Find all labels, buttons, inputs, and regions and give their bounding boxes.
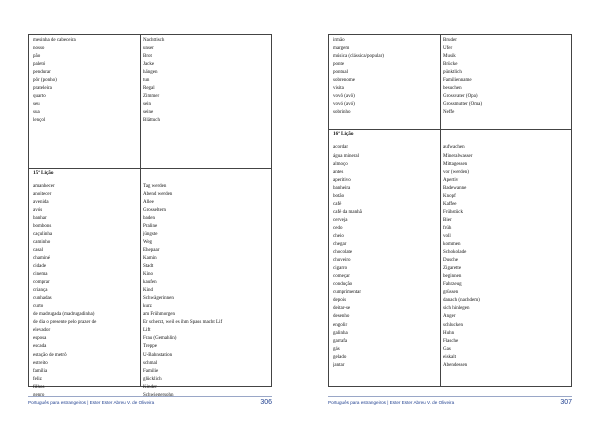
table-row [329,77,571,85]
table-row [329,61,571,69]
table-row [29,239,271,247]
portuguese-term: margem [333,46,350,52]
german-translation: unser [143,46,154,52]
german-translation: Er scherzt, weil es ihm Spass macht Lif [143,320,223,326]
german-translation: Neffe [443,110,455,116]
german-translation: Weg [143,239,153,245]
german-translation: Kaffee [443,201,457,207]
portuguese-term: nosso [33,46,45,52]
portuguese-term: gelado [333,354,347,360]
portuguese-term: gás [333,346,340,352]
page-footer [28,396,272,411]
german-translation: Mineralwasser [443,153,473,159]
portuguese-term: de dia o presente pelo prazer de [33,320,97,326]
table-row [29,231,271,239]
german-translation: Gas [443,346,451,352]
table-row [29,263,271,271]
table-row [29,69,271,77]
table-row [29,207,271,215]
table-row [329,225,571,233]
german-translation: Zigarette [443,266,462,272]
portuguese-term: irmão [333,38,345,43]
german-translation: sein [143,102,152,108]
vocabulary-table [328,34,572,387]
german-translation: Bruder [443,38,457,43]
table-row [29,53,271,61]
table-row [29,109,271,117]
german-translation: Badewanne [443,185,467,191]
table-row [29,61,271,69]
german-translation: Anger [443,314,456,320]
german-translation: Musik [443,54,456,60]
german-translation: Grossmutter (Oma) [443,102,483,108]
german-translation: Jacke [143,62,155,68]
german-translation: U-Bahnstation [143,352,173,358]
german-translation: Tag werden [143,183,167,189]
portuguese-term: bombons [33,223,52,229]
portuguese-term: aperitivo [333,177,351,183]
footer-text: Português para estrangeiros | Ester Ester Abreu V. de Oliveira [328,400,455,405]
portuguese-term: condução [333,282,353,288]
table-row [329,45,571,53]
portuguese-term: caminho [33,239,51,245]
table-row [329,153,571,161]
portuguese-term: cerveja [333,217,348,223]
table-row [329,362,571,370]
vocab-block [29,183,271,400]
german-translation: Kinder [143,384,157,390]
portuguese-term: família [33,368,48,374]
table-row [329,273,571,281]
portuguese-term: acordar [333,145,348,151]
german-translation: Lift [143,328,151,334]
portuguese-term: cumprimentar [333,290,362,296]
table-row [29,295,271,303]
table-row [329,144,571,152]
table-row [29,368,271,376]
german-translation: glücklich [143,376,162,382]
table-row [329,346,571,354]
portuguese-term: garrafa [333,338,348,344]
table-row [329,241,571,249]
table-row [29,287,271,295]
table-row [29,303,271,311]
portuguese-term: mesinha de cabeceira [33,38,76,43]
section-title: 16ª Lição [333,131,354,138]
portuguese-term: cidade [33,263,47,269]
portuguese-term: seu [33,102,40,108]
table-row [329,330,571,338]
german-translation: pünktlich [443,70,462,76]
german-translation: Huhn [443,330,455,336]
german-translation: Stadt [143,263,154,269]
portuguese-term: jantar [333,362,345,368]
right-page [300,0,600,424]
table-row [329,93,571,101]
table-row [29,191,271,199]
portuguese-term: ponte [333,62,345,68]
page-number: 306 [260,399,272,406]
german-translation: Kamin [143,255,157,261]
portuguese-term: chaminé [33,255,50,261]
table-row [329,354,571,362]
german-translation: Allee [143,199,154,205]
german-translation: Familie [143,368,159,374]
german-translation: Schwägerinnen [143,296,174,302]
table-row [329,338,571,346]
page-footer [328,396,572,411]
portuguese-term: engolir [333,322,348,328]
vocab-block [329,144,571,369]
section-title: 15ª Lição [33,169,54,176]
table-row [329,322,571,330]
portuguese-term: feliz [33,376,42,382]
portuguese-term: cedo [333,225,343,231]
table-row [329,101,571,109]
table-row [29,384,271,392]
table-row [329,109,571,117]
table-row [329,193,571,201]
table-row [29,255,271,263]
german-translation: hängen [143,70,158,76]
portuguese-term: cigarro [333,266,348,272]
table-row [29,85,271,93]
portuguese-term: esposa [33,336,47,342]
german-translation: Bier [443,217,452,223]
table-row [29,311,271,319]
table-row [29,279,271,287]
portuguese-term: curto [33,304,44,310]
table-row [329,85,571,93]
german-translation: tun [143,78,150,84]
portuguese-term: música (clássica/popular) [333,54,384,60]
portuguese-term: cunhadas [33,296,52,302]
table-row [329,53,571,61]
portuguese-term: água mineral [333,153,359,159]
table-row [29,343,271,351]
german-translation: besuchen [443,86,462,92]
portuguese-term: começar [333,274,350,280]
table-row [329,185,571,193]
table-row [29,319,271,327]
table-row [29,335,271,343]
table-row [329,281,571,289]
table-row [329,161,571,169]
table-row [29,45,271,53]
portuguese-term: pendurar [33,70,51,76]
portuguese-term: casal [33,247,43,253]
table-row [29,77,271,85]
table-row [29,352,271,360]
portuguese-term: sobrinho [333,110,351,116]
portuguese-term: antes [333,169,344,175]
german-translation: Praline [143,223,158,229]
table-row [329,297,571,305]
portuguese-term: amanhecer [33,183,55,189]
table-row [29,93,271,101]
portuguese-term: avenida [33,199,49,205]
german-translation: Zimmer [143,94,160,100]
german-translation: Regal [143,86,155,92]
portuguese-term: escada [33,344,47,350]
table-row [329,305,571,313]
portuguese-term: criança [33,288,48,294]
portuguese-term: café [333,201,342,207]
german-translation: Brücke [443,62,458,68]
page-number: 307 [560,399,572,406]
table-row [329,289,571,297]
german-translation: Ufer [443,46,453,52]
german-translation: aufwachen [443,145,465,151]
german-translation: sich hinlegen [443,306,470,312]
portuguese-term: almoço [333,161,348,167]
table-row [29,215,271,223]
portuguese-term: prateleira [33,86,52,92]
portuguese-term: deitar-se [333,306,351,312]
german-translation: danach (nachdem) [443,298,480,304]
german-translation: Apertiv [443,177,459,183]
german-translation: vor (werden) [443,169,469,175]
portuguese-term: filhos [33,384,45,390]
portuguese-term: caçulinha [33,231,53,237]
portuguese-term: de madrugada (madrugadinha) [33,312,95,318]
portuguese-term: quarto [33,94,46,100]
portuguese-term: chuveiro [333,258,351,264]
portuguese-term: depois [333,298,347,304]
german-translation: Frühstück [443,209,463,215]
german-translation: Kino [143,272,153,278]
portuguese-term: desenho [333,314,350,320]
german-translation: Mittagessen [443,161,468,167]
table-row [329,69,571,77]
german-translation: Nachttisch [143,38,165,43]
german-translation: Dusche [443,258,458,264]
portuguese-term: cinema [33,272,48,278]
portuguese-term: café da manhã [333,209,362,215]
vocab-block [329,35,571,117]
portuguese-term: comprar [33,280,50,286]
table-row [29,247,271,255]
portuguese-term: sua [33,110,40,116]
german-translation: Blättuch [143,118,160,124]
portuguese-term: cheio [333,233,344,239]
german-translation: kommen [443,242,461,248]
german-translation: Grossvater (Opa) [443,94,478,100]
german-translation: Schokolade [443,250,467,256]
portuguese-term: anoitecer [33,191,52,197]
table-row [29,37,271,45]
german-translation: eiskalt [443,354,457,360]
table-row [329,209,571,217]
table-row [29,101,271,109]
portuguese-term: pão [33,54,41,60]
german-translation: Brot [143,54,152,60]
german-translation: schmal [143,360,158,366]
german-translation: grüssen [443,290,459,296]
portuguese-term: banhar [33,215,47,221]
table-row [29,199,271,207]
portuguese-term: chegar [333,242,347,248]
portuguese-term: galinha [333,330,348,336]
german-translation: früh [443,225,452,231]
german-translation: Fahrzeug [443,282,462,288]
german-translation: Familienname [443,78,472,84]
german-translation: Abend werden [143,191,173,197]
portuguese-term: lençol [33,118,46,124]
table-row [329,37,571,45]
table-row [329,265,571,273]
vocab-block [29,35,271,126]
german-translation: am Frühmorgen [143,312,175,318]
german-translation: kurz [143,304,152,310]
portuguese-term: paletó [33,62,46,68]
portuguese-term: elevador [33,328,51,334]
german-translation: Grosseltern [143,207,167,213]
german-translation: kaufen [143,280,157,286]
portuguese-term: pôr (ponho) [33,78,57,84]
table-row [329,217,571,225]
german-translation: Flasche [443,338,459,344]
table-row [29,327,271,335]
portuguese-term: vovô (avô) [333,94,355,100]
table-row [329,201,571,209]
table-row [329,257,571,265]
portuguese-term: banheira [333,185,351,191]
table-row [329,313,571,321]
table-row [329,249,571,257]
german-translation: Frau (Gemahlin) [143,336,177,342]
vocabulary-table [28,34,272,398]
portuguese-term: sobrenome [333,78,355,84]
table-row [29,376,271,384]
portuguese-term: avós [33,207,43,213]
german-translation: beginnen [443,274,462,280]
german-translation: jüngste [143,231,158,237]
table-row [29,183,271,191]
german-translation: seine [143,110,154,116]
footer-text: Português para estrangeiros | Ester Ester Abreu V. de Oliveira [28,400,155,405]
portuguese-term: estreito [33,360,48,366]
portuguese-term: chocolate [333,250,353,256]
table-row [329,169,571,177]
german-translation: Kind [143,288,153,294]
portuguese-term: genro [33,392,45,398]
portuguese-term: pontual [333,70,348,76]
german-translation: voll [443,233,451,239]
german-translation: Ehepaar [143,247,160,253]
table-row [29,117,271,125]
portuguese-term: botão [333,193,345,199]
german-translation: Schwiegersohn [143,392,174,398]
german-translation: Knopf [443,193,456,199]
table-row [329,233,571,241]
table-row [29,271,271,279]
german-translation: Treppe [143,344,157,350]
table-row [329,177,571,185]
table-row [29,223,271,231]
portuguese-term: visita [333,86,344,92]
german-translation: Abendessen [443,362,468,368]
german-translation: schlucken [443,322,463,328]
portuguese-term: estação de metrô [33,352,67,358]
german-translation: baden [143,215,155,221]
portuguese-term: vovó (avó) [333,102,355,108]
table-row [29,360,271,368]
